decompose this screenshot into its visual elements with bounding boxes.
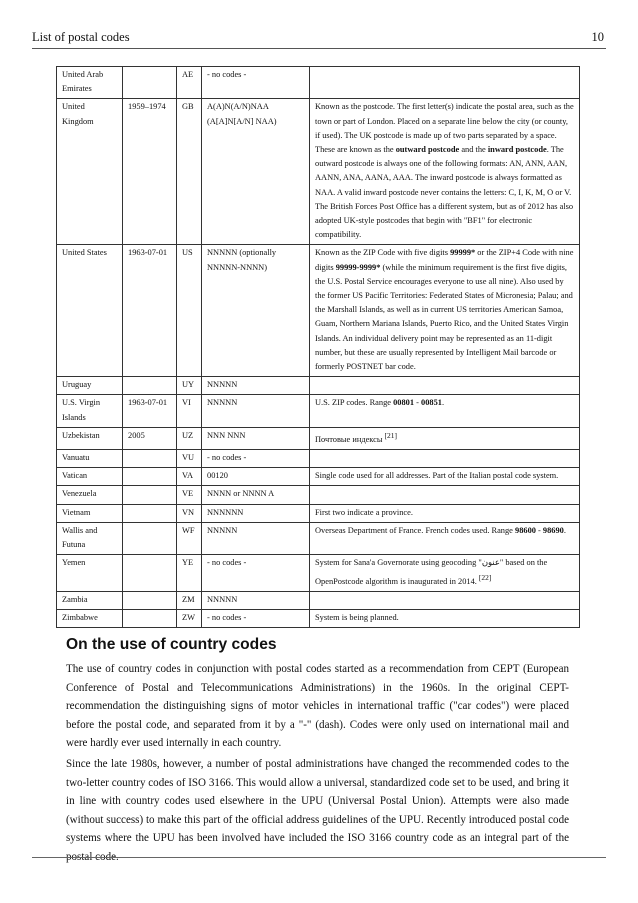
notes-cell (310, 245, 580, 377)
footer-rule (32, 857, 606, 858)
table-row (57, 377, 580, 395)
iso-code-cell: VN (177, 504, 202, 522)
iso-code-cell: VI (177, 395, 202, 427)
format-cell: NNNNN (202, 377, 310, 395)
iso-code-cell: VA (177, 468, 202, 486)
notes-cell (310, 522, 580, 554)
notes-cell (310, 377, 580, 395)
notes-cell (310, 427, 580, 449)
format-cell: NNNNN (optionally NNNNN-NNNN) (202, 245, 310, 377)
notes-bold-text: 00851 (421, 398, 442, 408)
format-cell: NNNNNN (202, 504, 310, 522)
table-row (57, 522, 580, 554)
format-cell: NNNNN (202, 395, 310, 427)
country-cell: Vatican (57, 468, 123, 486)
notes-bold-text: 00801 (393, 398, 415, 408)
table-row (57, 468, 580, 486)
table-row (57, 245, 580, 377)
format-cell: NNNNN (202, 522, 310, 554)
date-cell: 2005 (123, 427, 177, 449)
table-row (57, 450, 580, 468)
country-cell: United Arab Emirates (57, 67, 123, 99)
notes-cell (310, 504, 580, 522)
country-cell: Vanuatu (57, 450, 123, 468)
country-cell: Uzbekistan (57, 427, 123, 449)
country-cell: United States (57, 245, 123, 377)
format-cell: - no codes - (202, 450, 310, 468)
table-row (57, 67, 580, 99)
country-codes-section (66, 636, 569, 869)
notes-cell (310, 468, 580, 486)
table-row (57, 99, 580, 245)
country-cell: U.S. Virgin Islands (57, 395, 123, 427)
iso-code-cell: UZ (177, 427, 202, 449)
iso-code-cell: ZM (177, 591, 202, 609)
country-cell: Venezuela (57, 486, 123, 504)
format-cell: - no codes - (202, 609, 310, 627)
iso-code-cell: VU (177, 450, 202, 468)
date-cell (123, 522, 177, 554)
reference-link[interactable]: [21] (384, 430, 398, 440)
notes-cell (310, 395, 580, 427)
notes-text: and the (459, 145, 488, 155)
iso-code-cell: GB (177, 99, 202, 245)
notes-cell (310, 591, 580, 609)
format-cell: - no codes - (202, 67, 310, 99)
date-cell (123, 486, 177, 504)
iso-code-cell: UY (177, 377, 202, 395)
notes-text: Known as the postcode. The first letter(s) indicate the postal area, such as the town or part of London. Placed on a separate line below the city (or county, if used). The UK postcode is made up of two parts separated by a space. These are known as the (315, 102, 574, 155)
date-cell (123, 377, 177, 395)
page-number: 10 (591, 30, 604, 44)
notes-text: System for Sana'a Governorate using geocoding "عنون" based on the OpenPostcode algorithm is inaugurated in 2014. (315, 558, 548, 586)
format-cell: A(A)N(A/N)NAA (A[A]N[A/N] NAA) (202, 99, 310, 245)
notes-text: System is being planned. (315, 612, 399, 622)
page-header (32, 28, 606, 49)
notes-text: Overseas Department of France. French codes used. Range (315, 525, 515, 535)
iso-code-cell: AE (177, 67, 202, 99)
notes-text: Single code used for all addresses. Part of the Italian postal code system. (315, 471, 559, 481)
notes-text: U.S. ZIP codes. Range (315, 398, 394, 408)
date-cell: 1963-07-01 (123, 395, 177, 427)
iso-code-cell: US (177, 245, 202, 377)
notes-text: . (441, 398, 445, 408)
table-row (57, 427, 580, 449)
table-row (57, 486, 580, 504)
table-row (57, 504, 580, 522)
notes-bold-text: 98600 (515, 525, 536, 535)
date-cell: 1963-07-01 (123, 245, 177, 377)
table-row (57, 609, 580, 627)
notes-cell (310, 99, 580, 245)
iso-code-cell: VE (177, 486, 202, 504)
notes-bold-text: inward postcode (487, 145, 547, 155)
format-cell: NNNN or NNNN A (202, 486, 310, 504)
iso-code-cell: ZW (177, 609, 202, 627)
notes-bold-text: 99999* (450, 248, 476, 258)
notes-text: Known as the ZIP Code with five digits (315, 248, 451, 258)
table-row (57, 555, 580, 591)
section-heading: On the use of country codes (66, 636, 277, 653)
iso-code-cell: WF (177, 522, 202, 554)
section-paragraph: Since the late 1980s, however, a number of postal administrations have changed the recommended codes to the two-letter country codes of ISO 3166. This would allow a universal, standardized code set to be used, and bring it in line with country codes used elsewhere in the UPU (Universal Postal Union). Attempts were also made (without success) to make this part of the official address guidelines of the UPU. Recently introduced postal code systems where the UPU has been involved have included the ISO 3166 country code as an integral part of the postal code. (66, 757, 569, 863)
notes-text: or the ZIP+4 Code with nine digits (315, 248, 574, 272)
date-cell (123, 450, 177, 468)
country-cell: Wallis and Futuna (57, 522, 123, 554)
country-cell: Uruguay (57, 377, 123, 395)
country-cell: Vietnam (57, 504, 123, 522)
format-cell: - no codes - (202, 555, 310, 591)
date-cell (123, 468, 177, 486)
date-cell (123, 609, 177, 627)
notes-cell (310, 609, 580, 627)
notes-bold-text: 99999-9999* (335, 262, 381, 272)
postal-codes-table (56, 66, 580, 628)
notes-cell (310, 67, 580, 99)
notes-text: - (414, 398, 421, 408)
date-cell (123, 504, 177, 522)
format-cell: NNNNN (202, 591, 310, 609)
notes-text: - (535, 525, 543, 535)
notes-cell (310, 486, 580, 504)
notes-bold-text: outward postcode (395, 145, 460, 155)
date-cell (123, 591, 177, 609)
country-cell: Yemen (57, 555, 123, 591)
date-cell (123, 555, 177, 591)
notes-text: First two indicate a province. (315, 507, 413, 517)
country-cell: United Kingdom (57, 99, 123, 245)
country-cell: Zambia (57, 591, 123, 609)
section-paragraph: The use of country codes in conjunction with postal codes started as a recommendation from CEPT (European Conference of Postal and Telecommunications Administrations) in the 1960s. In the original CEPT-recommendation the distinguishing signs of motor vehicles in international traffic ("car codes") were placed before the postal code, and separated from it by a "-" (dash). Codes were only used on international mail and were hardly ever used internally in each country. (66, 663, 569, 750)
format-cell: 00120 (202, 468, 310, 486)
notes-text: Почтовые индексы (315, 434, 383, 444)
iso-code-cell: YE (177, 555, 202, 591)
running-title: List of postal codes (32, 30, 130, 44)
notes-text: . (563, 525, 566, 535)
reference-link[interactable]: [22] (478, 572, 492, 582)
notes-cell (310, 450, 580, 468)
table-row (57, 591, 580, 609)
notes-cell (310, 555, 580, 591)
table-row (57, 395, 580, 427)
notes-text: (while the minimum requirement is the first five digits, the U.S. Postal Service encourages everyone to use all nine). Also used by the former US Pacific Territories: Federated States of Micronesia; Palau; and the Marshall Islands, as well as in current US territories American Samoa, Guam, Northern Mariana Islands, Puerto Rico, and the United States Virgin Islands. An individual delivery point may be represented as an 11-digit number, but these are usually represented by Intelligent Mail barcode or formerly POSTNET bar code. (315, 262, 573, 372)
date-cell (123, 67, 177, 99)
notes-text: . The outward postcode is always one of the following formats: AN, ANN, AAN, AANN, ANA, AANA, AAA. The inward postcode is always formatted as NAA. A valid inward postcode never contains the letters: C, I, K, M, O or V. The British Forces Post Office has a different system, but as of 2012 has also adopted UK-style postcodes that begin with "BF1" for electronic compatibility. (315, 145, 574, 240)
date-cell: 1959–1974 (123, 99, 177, 245)
notes-bold-text: 98690 (542, 525, 564, 535)
format-cell: NNN NNN (202, 427, 310, 449)
country-cell: Zimbabwe (57, 609, 123, 627)
